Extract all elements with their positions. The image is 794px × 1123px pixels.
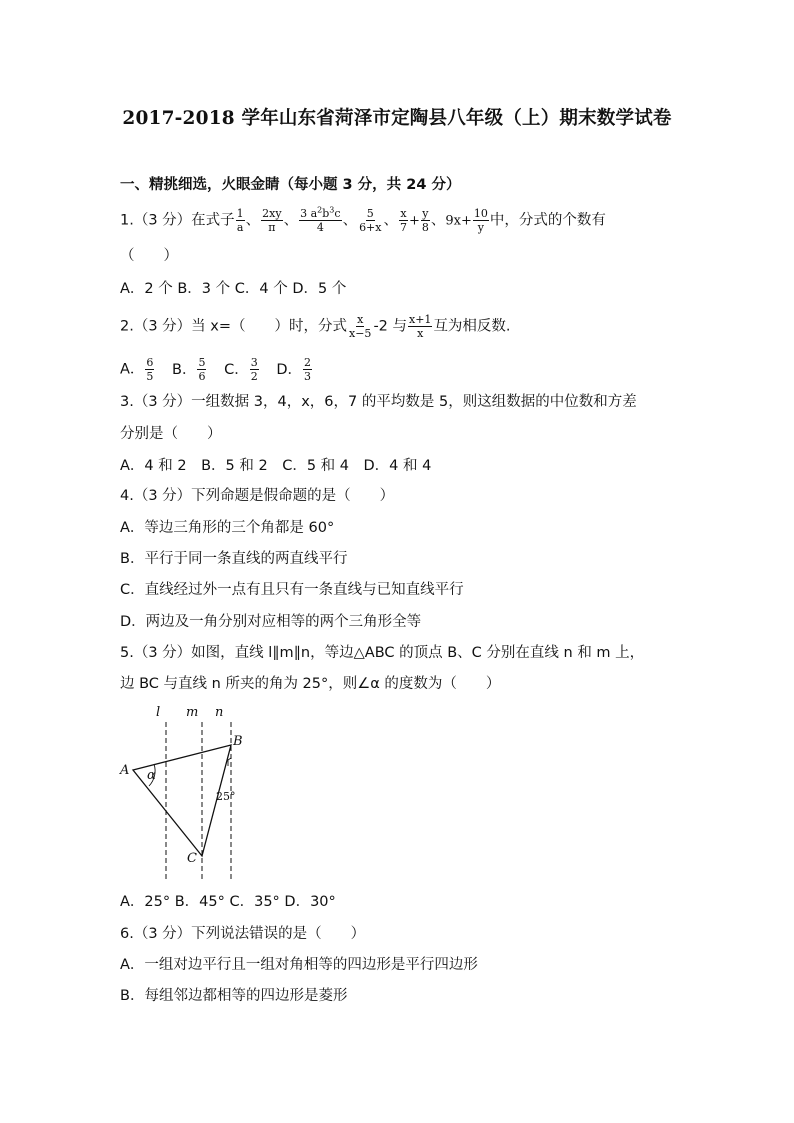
question-1: 1.（3 分）在式子 $\frac{1}{a}$ 、 $\frac{2xy}{\pi}$ 、 $\frac{3 a^2b^3c}{4}$ 、 $\frac{5}{6+x}$ 、 $\frac{x}{7}$ + $\frac{y}{8}$ 、9x+ $\frac{10}{y}$ 中，分式的个数有 bbox=[120, 205, 606, 234]
question-3-line2: 分别是（ ） bbox=[120, 426, 222, 442]
q1-prefix: 1.（3 分）在式子 bbox=[120, 212, 235, 229]
question-5-line2: 边 BC 与直线 n 所夹的角为 25°，则∠α 的度数为（ ） bbox=[120, 676, 501, 692]
label-m: m bbox=[186, 705, 199, 720]
geometry-figure bbox=[116, 700, 256, 880]
alpha-label: α bbox=[147, 768, 156, 783]
option-d-fraction: $\frac{2}{3}$ bbox=[304, 356, 311, 383]
q3-options: A．4 和 2 B．5 和 2 C．5 和 4 D．4 和 4 bbox=[120, 458, 432, 474]
angle-25-label: 25° bbox=[216, 790, 236, 803]
q4-option-d: D．两边及一角分别对应相等的两个三角形全等 bbox=[120, 614, 422, 630]
vertex-a: A bbox=[120, 763, 130, 778]
question-3-line1: 3.（3 分）一组数据 3，4，x，6，7 的平均数是 5，则这组数据的中位数和方差 bbox=[120, 394, 637, 410]
q1-options: A．2 个 B．3 个 C．4 个 D．5 个 bbox=[120, 281, 347, 297]
option-c-fraction: $\frac{3}{2}$ bbox=[250, 356, 258, 383]
question-4: 4.（3 分）下列命题是假命题的是（ ） bbox=[120, 488, 395, 504]
fraction: $\frac{3 a^2b^3c}{4}$ bbox=[300, 205, 341, 234]
fraction: $\frac{1}{a}$ bbox=[236, 207, 244, 234]
fraction: $\frac{x}{x-5}$ bbox=[349, 313, 372, 340]
option-b-fraction: $\frac{5}{6}$ bbox=[198, 356, 206, 383]
vertex-c: C bbox=[187, 851, 197, 866]
fraction: $\frac{y}{8}$ bbox=[421, 207, 429, 234]
question-5-line1: 5.（3 分）如图，直线 l∥m∥n，等边△ABC 的顶点 B、C 分别在直线 n 和 m 上， bbox=[120, 645, 645, 661]
fraction: $\frac{x}{7}$ bbox=[399, 207, 407, 234]
fraction: $\frac{2xy}{\pi}$ bbox=[262, 207, 282, 234]
fraction: $\frac{x+1}{x}$ bbox=[409, 313, 432, 340]
q5-options: A．25° B．45° C．35° D．30° bbox=[120, 894, 336, 910]
q4-option-c: C．直线经过外一点有且只有一条直线与已知直线平行 bbox=[120, 582, 464, 598]
label-n: n bbox=[215, 705, 224, 720]
q4-option-b: B．平行于同一条直线的两直线平行 bbox=[120, 551, 348, 567]
page-title: 2017-2018 学年山东省菏泽市定陶县八年级（上）期末数学试卷 bbox=[122, 108, 672, 129]
q6-option-b: B．每组邻边都相等的四边形是菱形 bbox=[120, 988, 348, 1004]
question-6: 6.（3 分）下列说法错误的是（ ） bbox=[120, 926, 366, 942]
fraction: $\frac{5}{6+x}$ bbox=[359, 207, 382, 234]
q6-option-a: A．一组对边平行且一组对角相等的四边形是平行四边形 bbox=[120, 957, 478, 973]
fraction: $\frac{10}{y}$ bbox=[473, 207, 488, 234]
q1-blank: （ ） bbox=[120, 248, 178, 264]
option-a-fraction: $\frac{6}{5}$ bbox=[146, 356, 154, 383]
q4-option-a: A．等边三角形的三个角都是 60° bbox=[120, 520, 335, 536]
q2-options: A． $\frac{6}{5}$ B． $\frac{5}{6}$ C． $\frac{3}{2}$ D． $\frac{2}{3}$ bbox=[120, 356, 311, 383]
q1-suffix: 中，分式的个数有 bbox=[489, 212, 606, 229]
section-heading: 一、精挑细选，火眼金睛（每小题 3 分，共 24 分） bbox=[120, 177, 461, 193]
question-2: 2.（3 分）当 x=（ ）时，分式 $\frac{x}{x-5}$ -2 与 $\frac{x+1}{x}$ 互为相反数. bbox=[120, 313, 511, 340]
vertex-b: B bbox=[233, 734, 243, 749]
label-l: l bbox=[156, 705, 161, 720]
